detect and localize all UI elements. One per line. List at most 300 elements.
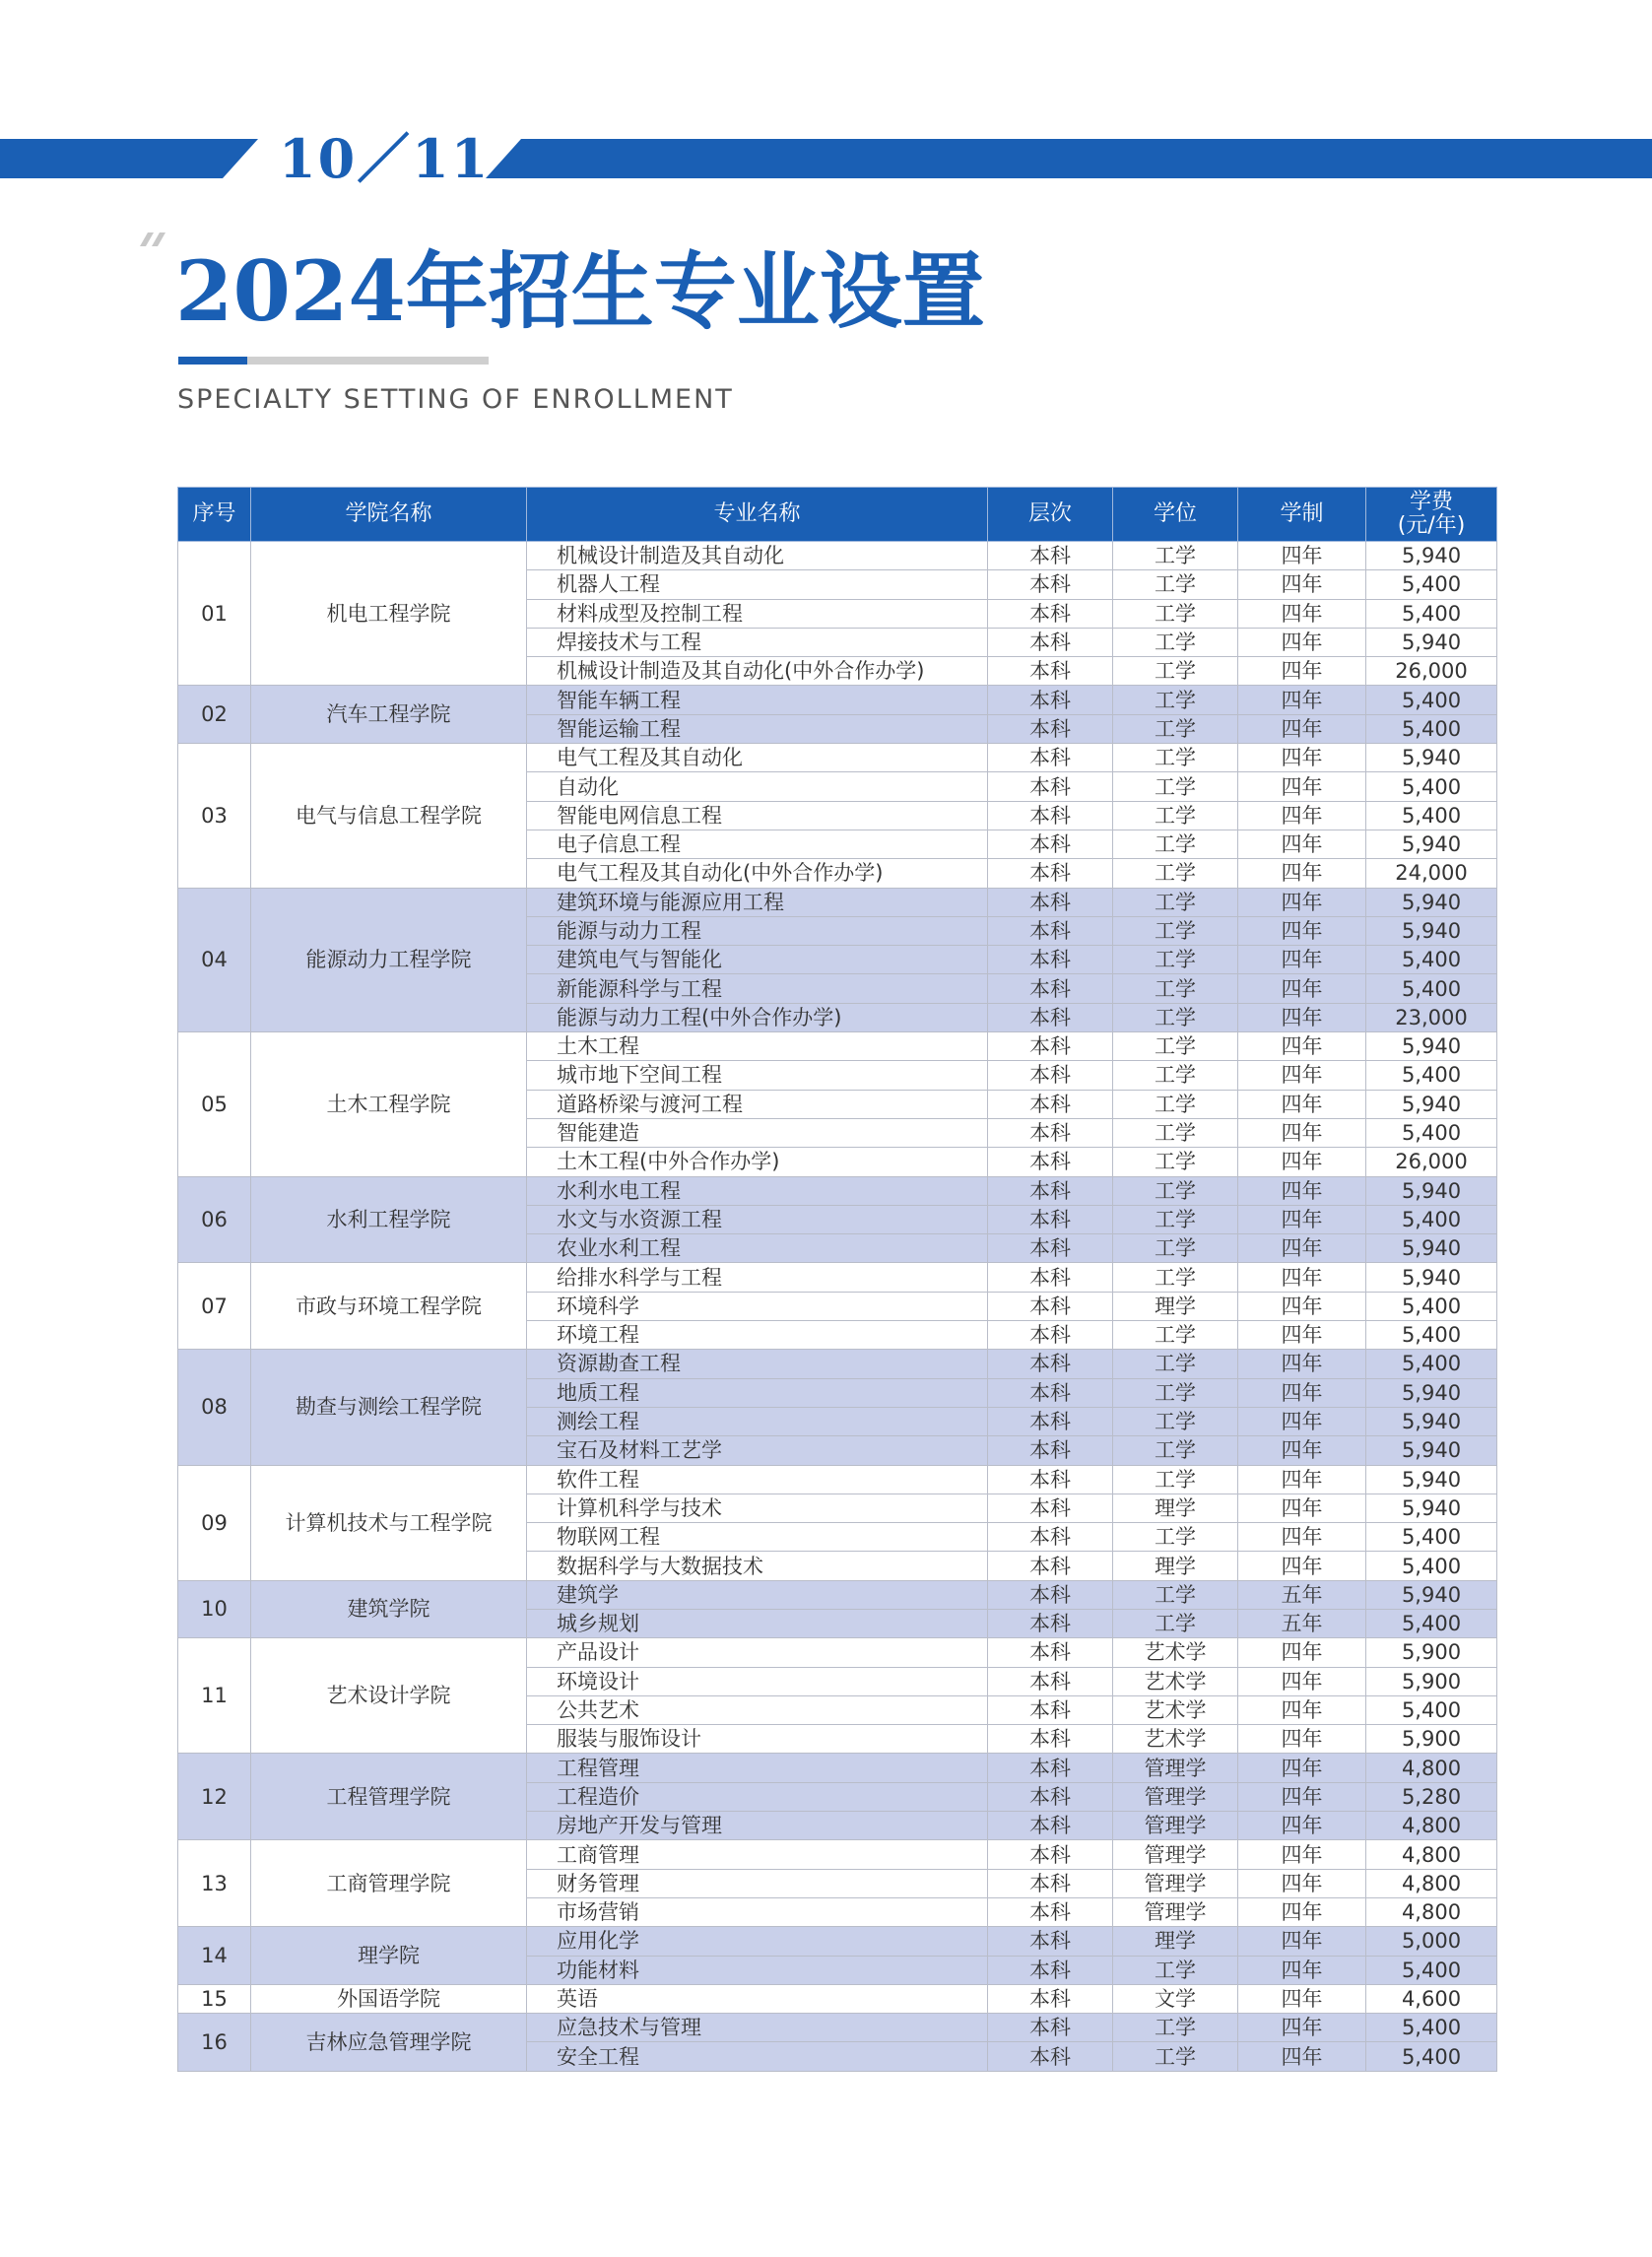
major-name: 新能源科学与工程	[527, 974, 988, 1003]
level: 本科	[988, 744, 1113, 772]
title-underline-accent	[178, 357, 247, 365]
tuition: 5,940	[1366, 628, 1497, 656]
tuition: 5,400	[1366, 1956, 1497, 1984]
duration: 四年	[1238, 1350, 1366, 1378]
degree: 工学	[1113, 801, 1238, 830]
level: 本科	[988, 714, 1113, 743]
level: 本科	[988, 1263, 1113, 1292]
level: 本科	[988, 1667, 1113, 1695]
college-name: 机电工程学院	[251, 542, 527, 686]
college-number: 10	[178, 1580, 251, 1638]
major-name: 工程造价	[527, 1782, 988, 1811]
duration: 四年	[1238, 1869, 1366, 1897]
duration: 四年	[1238, 2014, 1366, 2042]
college-number: 14	[178, 1927, 251, 1985]
level: 本科	[988, 1638, 1113, 1667]
degree: 工学	[1113, 686, 1238, 714]
degree: 工学	[1113, 744, 1238, 772]
degree: 工学	[1113, 1956, 1238, 1984]
major-name: 机器人工程	[527, 570, 988, 599]
degree: 工学	[1113, 946, 1238, 974]
tuition: 5,400	[1366, 599, 1497, 628]
tuition: 4,800	[1366, 1869, 1497, 1897]
degree: 管理学	[1113, 1782, 1238, 1811]
column-header: 学院名称	[251, 488, 527, 542]
tuition: 4,800	[1366, 1897, 1497, 1926]
duration: 四年	[1238, 772, 1366, 801]
level: 本科	[988, 1984, 1113, 2013]
tuition: 5,400	[1366, 1292, 1497, 1320]
degree: 工学	[1113, 888, 1238, 916]
college-number: 09	[178, 1465, 251, 1580]
college-number: 02	[178, 686, 251, 744]
tuition: 5,940	[1366, 830, 1497, 858]
degree: 工学	[1113, 859, 1238, 888]
major-name: 财务管理	[527, 1869, 988, 1897]
level: 本科	[988, 1176, 1113, 1205]
level: 本科	[988, 1321, 1113, 1350]
duration: 四年	[1238, 1407, 1366, 1435]
duration: 四年	[1238, 1061, 1366, 1090]
degree: 工学	[1113, 570, 1238, 599]
degree: 工学	[1113, 714, 1238, 743]
college-number: 12	[178, 1754, 251, 1840]
level: 本科	[988, 1695, 1113, 1724]
level: 本科	[988, 1090, 1113, 1118]
degree: 工学	[1113, 1148, 1238, 1176]
tuition: 5,940	[1366, 1494, 1497, 1522]
college-name: 计算机技术与工程学院	[251, 1465, 527, 1580]
level: 本科	[988, 1609, 1113, 1637]
college-number: 04	[178, 888, 251, 1031]
level: 本科	[988, 1812, 1113, 1840]
degree: 艺术学	[1113, 1725, 1238, 1754]
degree: 理学	[1113, 1494, 1238, 1522]
page-number: 10／11	[279, 127, 491, 190]
column-header: 学制	[1238, 488, 1366, 542]
column-header: 学位	[1113, 488, 1238, 542]
major-name: 软件工程	[527, 1465, 988, 1494]
tuition: 4,800	[1366, 1754, 1497, 1782]
college-number: 07	[178, 1263, 251, 1350]
tuition: 23,000	[1366, 1003, 1497, 1031]
degree: 工学	[1113, 1580, 1238, 1609]
major-name: 水文与水资源工程	[527, 1205, 988, 1233]
major-name: 工商管理	[527, 1840, 988, 1869]
table-row	[178, 1927, 1497, 1956]
duration: 四年	[1238, 542, 1366, 570]
major-name: 安全工程	[527, 2042, 988, 2071]
tuition: 5,940	[1366, 916, 1497, 945]
duration: 四年	[1238, 1176, 1366, 1205]
college-number: 06	[178, 1176, 251, 1263]
degree: 工学	[1113, 1436, 1238, 1465]
college-name: 工程管理学院	[251, 1754, 527, 1840]
college-name: 汽车工程学院	[251, 686, 527, 744]
level: 本科	[988, 1840, 1113, 1869]
duration: 四年	[1238, 686, 1366, 714]
level: 本科	[988, 1869, 1113, 1897]
table-row	[178, 1176, 1497, 1205]
duration: 四年	[1238, 1956, 1366, 1984]
duration: 四年	[1238, 1205, 1366, 1233]
college-name: 外国语学院	[251, 1984, 527, 2013]
column-header: 层次	[988, 488, 1113, 542]
level: 本科	[988, 1956, 1113, 1984]
college-number: 15	[178, 1984, 251, 2013]
level: 本科	[988, 657, 1113, 686]
tuition: 5,940	[1366, 1032, 1497, 1061]
level: 本科	[988, 1407, 1113, 1435]
tuition: 5,280	[1366, 1782, 1497, 1811]
level: 本科	[988, 1523, 1113, 1552]
major-name: 道路桥梁与渡河工程	[527, 1090, 988, 1118]
degree: 工学	[1113, 1465, 1238, 1494]
page-title: 2024年招生专业设置	[175, 242, 985, 340]
header-band-left	[0, 139, 258, 178]
tuition: 5,400	[1366, 2042, 1497, 2071]
duration: 四年	[1238, 2042, 1366, 2071]
major-name: 测绘工程	[527, 1407, 988, 1435]
degree: 工学	[1113, 1263, 1238, 1292]
level: 本科	[988, 1118, 1113, 1147]
duration: 四年	[1238, 1725, 1366, 1754]
column-header: 序号	[178, 488, 251, 542]
major-name: 宝石及材料工艺学	[527, 1436, 988, 1465]
header-band-right	[486, 139, 1652, 178]
major-name: 建筑环境与能源应用工程	[527, 888, 988, 916]
duration: 四年	[1238, 888, 1366, 916]
duration: 四年	[1238, 916, 1366, 945]
level: 本科	[988, 1061, 1113, 1090]
college-number: 16	[178, 2014, 251, 2072]
tuition: 5,940	[1366, 1234, 1497, 1263]
level: 本科	[988, 1927, 1113, 1956]
college-number: 05	[178, 1032, 251, 1176]
degree: 工学	[1113, 1003, 1238, 1031]
degree: 工学	[1113, 1234, 1238, 1263]
level: 本科	[988, 916, 1113, 945]
level: 本科	[988, 772, 1113, 801]
level: 本科	[988, 1350, 1113, 1378]
degree: 工学	[1113, 772, 1238, 801]
tuition: 5,400	[1366, 974, 1497, 1003]
tuition: 5,940	[1366, 888, 1497, 916]
tuition: 5,940	[1366, 1378, 1497, 1407]
degree: 工学	[1113, 1118, 1238, 1147]
degree: 理学	[1113, 1292, 1238, 1320]
major-name: 城乡规划	[527, 1609, 988, 1637]
degree: 工学	[1113, 657, 1238, 686]
table-row	[178, 1638, 1497, 1667]
degree: 艺术学	[1113, 1638, 1238, 1667]
degree: 工学	[1113, 1407, 1238, 1435]
duration: 四年	[1238, 1378, 1366, 1407]
table-row	[178, 888, 1497, 916]
major-name: 农业水利工程	[527, 1234, 988, 1263]
degree: 工学	[1113, 830, 1238, 858]
major-name: 能源与动力工程(中外合作办学)	[527, 1003, 988, 1031]
tuition: 5,400	[1366, 1552, 1497, 1580]
major-name: 计算机科学与技术	[527, 1494, 988, 1522]
level: 本科	[988, 1494, 1113, 1522]
duration: 四年	[1238, 599, 1366, 628]
level: 本科	[988, 1003, 1113, 1031]
major-name: 环境工程	[527, 1321, 988, 1350]
major-name: 电气工程及其自动化	[527, 744, 988, 772]
major-name: 智能运输工程	[527, 714, 988, 743]
major-name: 焊接技术与工程	[527, 628, 988, 656]
degree: 工学	[1113, 1321, 1238, 1350]
duration: 四年	[1238, 946, 1366, 974]
tuition: 4,600	[1366, 1984, 1497, 2013]
tuition: 5,940	[1366, 1176, 1497, 1205]
duration: 五年	[1238, 1609, 1366, 1637]
degree: 管理学	[1113, 1754, 1238, 1782]
table-row	[178, 1350, 1497, 1378]
degree: 管理学	[1113, 1897, 1238, 1926]
tuition: 5,940	[1366, 1090, 1497, 1118]
duration: 四年	[1238, 714, 1366, 743]
major-name: 土木工程	[527, 1032, 988, 1061]
degree: 工学	[1113, 628, 1238, 656]
level: 本科	[988, 1782, 1113, 1811]
slash-decoration-icon	[140, 232, 179, 246]
tuition: 5,900	[1366, 1667, 1497, 1695]
duration: 四年	[1238, 1667, 1366, 1695]
duration: 四年	[1238, 1234, 1366, 1263]
level: 本科	[988, 599, 1113, 628]
page-subtitle: SPECIALTY SETTING OF ENROLLMENT	[177, 384, 734, 415]
degree: 工学	[1113, 2014, 1238, 2042]
tuition: 5,940	[1366, 1407, 1497, 1435]
college-number: 11	[178, 1638, 251, 1754]
tuition: 5,400	[1366, 1205, 1497, 1233]
major-name: 机械设计制造及其自动化(中外合作办学)	[527, 657, 988, 686]
column-header: 学费 (元/年)	[1366, 488, 1497, 542]
tuition: 26,000	[1366, 657, 1497, 686]
degree: 工学	[1113, 916, 1238, 945]
tuition: 5,400	[1366, 801, 1497, 830]
college-name: 工商管理学院	[251, 1840, 527, 1927]
level: 本科	[988, 1754, 1113, 1782]
duration: 四年	[1238, 1897, 1366, 1926]
tuition: 4,800	[1366, 1840, 1497, 1869]
level: 本科	[988, 1205, 1113, 1233]
degree: 工学	[1113, 2042, 1238, 2071]
tuition: 5,900	[1366, 1638, 1497, 1667]
tuition: 5,400	[1366, 1523, 1497, 1552]
level: 本科	[988, 1292, 1113, 1320]
college-name: 电气与信息工程学院	[251, 744, 527, 888]
tuition: 5,940	[1366, 542, 1497, 570]
degree: 工学	[1113, 1176, 1238, 1205]
duration: 四年	[1238, 1465, 1366, 1494]
major-name: 电子信息工程	[527, 830, 988, 858]
degree: 工学	[1113, 1609, 1238, 1637]
major-name: 给排水科学与工程	[527, 1263, 988, 1292]
tuition: 5,400	[1366, 1609, 1497, 1637]
major-name: 工程管理	[527, 1754, 988, 1782]
table-row	[178, 744, 1497, 772]
tuition: 5,400	[1366, 570, 1497, 599]
enrollment-table	[177, 487, 1497, 2072]
major-name: 市场营销	[527, 1897, 988, 1926]
tuition: 26,000	[1366, 1148, 1497, 1176]
major-name: 智能电网信息工程	[527, 801, 988, 830]
duration: 四年	[1238, 1118, 1366, 1147]
college-name: 勘查与测绘工程学院	[251, 1350, 527, 1465]
degree: 理学	[1113, 1552, 1238, 1580]
major-name: 水利水电工程	[527, 1176, 988, 1205]
major-name: 应用化学	[527, 1927, 988, 1956]
degree: 工学	[1113, 1523, 1238, 1552]
degree: 工学	[1113, 1378, 1238, 1407]
major-name: 材料成型及控制工程	[527, 599, 988, 628]
tuition: 5,940	[1366, 1436, 1497, 1465]
tuition: 5,400	[1366, 714, 1497, 743]
major-name: 建筑学	[527, 1580, 988, 1609]
level: 本科	[988, 974, 1113, 1003]
tuition: 5,900	[1366, 1725, 1497, 1754]
level: 本科	[988, 542, 1113, 570]
duration: 四年	[1238, 1148, 1366, 1176]
degree: 文学	[1113, 1984, 1238, 2013]
duration: 四年	[1238, 1984, 1366, 2013]
college-name: 水利工程学院	[251, 1176, 527, 1263]
duration: 四年	[1238, 830, 1366, 858]
major-name: 电气工程及其自动化(中外合作办学)	[527, 859, 988, 888]
title-underline	[247, 357, 489, 365]
level: 本科	[988, 2042, 1113, 2071]
duration: 四年	[1238, 801, 1366, 830]
table-row	[178, 1984, 1497, 2013]
college-name: 能源动力工程学院	[251, 888, 527, 1031]
degree: 工学	[1113, 1090, 1238, 1118]
major-name: 英语	[527, 1984, 988, 2013]
degree: 艺术学	[1113, 1667, 1238, 1695]
degree: 工学	[1113, 1061, 1238, 1090]
college-name: 理学院	[251, 1927, 527, 1985]
table-row	[178, 1754, 1497, 1782]
duration: 四年	[1238, 1840, 1366, 1869]
duration: 四年	[1238, 1321, 1366, 1350]
major-name: 公共艺术	[527, 1695, 988, 1724]
major-name: 城市地下空间工程	[527, 1061, 988, 1090]
tuition: 5,400	[1366, 1321, 1497, 1350]
major-name: 土木工程(中外合作办学)	[527, 1148, 988, 1176]
duration: 四年	[1238, 1263, 1366, 1292]
duration: 四年	[1238, 1695, 1366, 1724]
degree: 工学	[1113, 599, 1238, 628]
column-header: 专业名称	[527, 488, 988, 542]
major-name: 机械设计制造及其自动化	[527, 542, 988, 570]
level: 本科	[988, 2014, 1113, 2042]
major-name: 房地产开发与管理	[527, 1812, 988, 1840]
duration: 四年	[1238, 1032, 1366, 1061]
college-name: 土木工程学院	[251, 1032, 527, 1176]
major-name: 自动化	[527, 772, 988, 801]
tuition: 5,940	[1366, 1263, 1497, 1292]
table-row	[178, 686, 1497, 714]
tuition: 5,400	[1366, 772, 1497, 801]
duration: 四年	[1238, 859, 1366, 888]
duration: 四年	[1238, 628, 1366, 656]
duration: 四年	[1238, 1436, 1366, 1465]
major-name: 应急技术与管理	[527, 2014, 988, 2042]
college-name: 建筑学院	[251, 1580, 527, 1638]
tuition: 5,400	[1366, 1118, 1497, 1147]
tuition: 5,400	[1366, 686, 1497, 714]
major-name: 能源与动力工程	[527, 916, 988, 945]
college-number: 08	[178, 1350, 251, 1465]
level: 本科	[988, 1378, 1113, 1407]
table-row	[178, 1840, 1497, 1869]
major-name: 智能车辆工程	[527, 686, 988, 714]
level: 本科	[988, 888, 1113, 916]
tuition: 5,940	[1366, 1465, 1497, 1494]
degree: 工学	[1113, 974, 1238, 1003]
level: 本科	[988, 1436, 1113, 1465]
degree: 艺术学	[1113, 1695, 1238, 1724]
tuition: 5,400	[1366, 1061, 1497, 1090]
duration: 四年	[1238, 1812, 1366, 1840]
tuition: 5,400	[1366, 946, 1497, 974]
duration: 四年	[1238, 1090, 1366, 1118]
level: 本科	[988, 859, 1113, 888]
duration: 四年	[1238, 744, 1366, 772]
duration: 四年	[1238, 1494, 1366, 1522]
table-row	[178, 1032, 1497, 1061]
level: 本科	[988, 1465, 1113, 1494]
duration: 五年	[1238, 1580, 1366, 1609]
major-name: 数据科学与大数据技术	[527, 1552, 988, 1580]
duration: 四年	[1238, 974, 1366, 1003]
duration: 四年	[1238, 1782, 1366, 1811]
degree: 工学	[1113, 542, 1238, 570]
table-row	[178, 1465, 1497, 1494]
level: 本科	[988, 946, 1113, 974]
degree: 工学	[1113, 1350, 1238, 1378]
major-name: 环境科学	[527, 1292, 988, 1320]
table-header-row	[178, 488, 1497, 542]
major-name: 地质工程	[527, 1378, 988, 1407]
college-name: 吉林应急管理学院	[251, 2014, 527, 2072]
level: 本科	[988, 830, 1113, 858]
table-row	[178, 542, 1497, 570]
level: 本科	[988, 801, 1113, 830]
table-row	[178, 2014, 1497, 2042]
degree: 管理学	[1113, 1840, 1238, 1869]
tuition: 5,940	[1366, 744, 1497, 772]
major-name: 服装与服饰设计	[527, 1725, 988, 1754]
level: 本科	[988, 1032, 1113, 1061]
major-name: 资源勘查工程	[527, 1350, 988, 1378]
duration: 四年	[1238, 1927, 1366, 1956]
college-name: 市政与环境工程学院	[251, 1263, 527, 1350]
level: 本科	[988, 1234, 1113, 1263]
major-name: 建筑电气与智能化	[527, 946, 988, 974]
college-number: 01	[178, 542, 251, 686]
level: 本科	[988, 628, 1113, 656]
duration: 四年	[1238, 1523, 1366, 1552]
table-row	[178, 1580, 1497, 1609]
degree: 工学	[1113, 1205, 1238, 1233]
level: 本科	[988, 1725, 1113, 1754]
duration: 四年	[1238, 1003, 1366, 1031]
major-name: 功能材料	[527, 1956, 988, 1984]
tuition: 5,400	[1366, 1350, 1497, 1378]
